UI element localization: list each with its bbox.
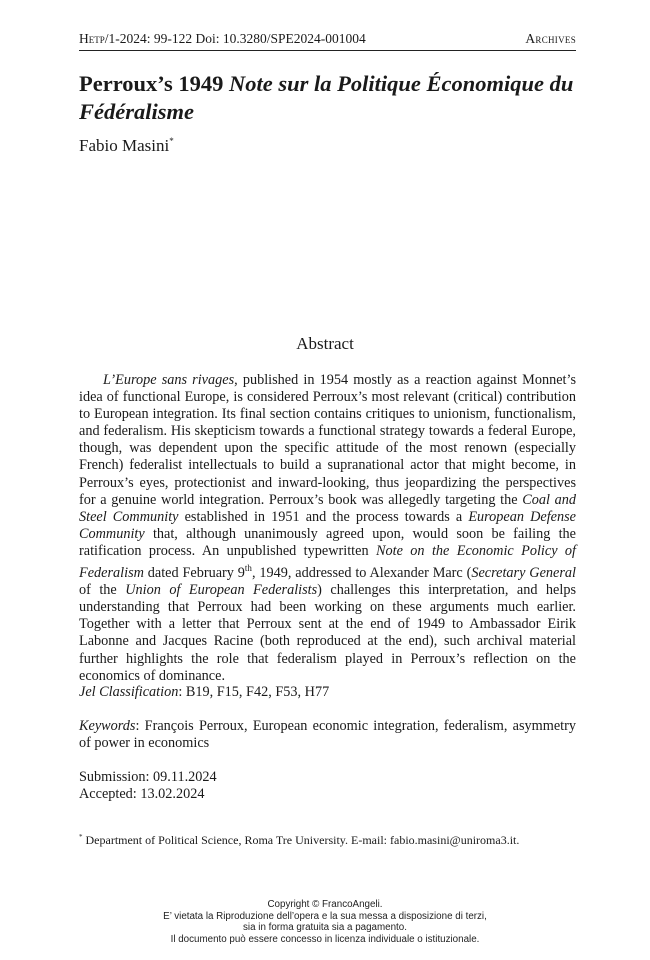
running-header (79, 30, 576, 51)
footnote-mark: * (79, 833, 83, 841)
copyright-line: Copyright © FrancoAngeli. (267, 899, 383, 910)
abstract-text-run: , 1949, addressed to Alexander Marc ( (251, 565, 472, 582)
copyright-line: E’ vietata la Riproduzione dell’opera e la sua messa a disposizione di terzi, (163, 910, 487, 922)
abstract-text-run: , published in 1954 mostly as a reaction against Monnet’s idea of functional Europe, is considered Perroux’s most relevant (critical) contribution to European integration. Its final section contains critiques to unionism, functionalism, and federalism. His skepticism towards a functional strategy towards a federal Europe, though, was dependent upon the specific attitude of the most renown (especially French) federalist intellectuals to build a supranational actor that might become, in Perroux’s eyes, protectionist and inward-looking, thus jeopardizing the perspectives for a genuine world integration. Perroux’s book was allegedly targeting the (79, 372, 577, 508)
abstract-text-run: that, although unanimously agreed upon, would soon be failing the ratification process. An unpublished typewritten (79, 525, 576, 559)
abstract-italic-run: Union of European Federalists (125, 582, 318, 599)
header-citation-block (79, 30, 366, 48)
submission-date: Submission: 09.11.2024 (79, 769, 217, 785)
title-plain: Perroux’s 1949 (79, 71, 229, 96)
abstract-text-run: ) challenges this interpretation, and helps understanding that Perroux had been working on these arguments much earlier. Together with a letter that Perroux sent at the end of 1949 to Ambassador Eirik Labonne and Jacques Racine (both reproduced at the end), such archival material further highlights the role that federalism played in Perroux’s reflection on the economics of dominance. (79, 582, 577, 684)
abstract-italic-run: Secretary General (471, 565, 576, 582)
abstract-italic-run: Note on the Economic Policy of Federalism (79, 542, 576, 582)
abstract-italic-run: European Defense Community (79, 508, 576, 542)
keywords-label: Keywords (79, 718, 136, 734)
abstract-text-run: dated February 9 (143, 565, 245, 582)
keywords-list: : François Perroux, European economic integration, federalism, asymmetry of power in economics (79, 718, 576, 752)
abstract-italic-run: Coal and Steel Community (79, 491, 576, 525)
abstract-body (79, 372, 576, 685)
footnote-text: Department of Political Science, Roma Tre University. E-mail: fabio.masini@uniroma3.it. (82, 833, 520, 847)
title-italic: Note sur la Politique Économique du Fédéralisme (79, 71, 574, 124)
abstract-superscript: th (244, 563, 252, 574)
author (79, 131, 174, 156)
citation: /1-2024: 99-122 Doi: 10.3280/SPE2024-001004 (104, 31, 366, 46)
jel-classification (79, 684, 576, 701)
submission-dates (79, 769, 576, 803)
accepted-date: Accepted: 13.02.2024 (79, 786, 205, 803)
copyright-notice (0, 899, 650, 945)
abstract-text-run: of the (79, 582, 126, 599)
keywords (79, 718, 576, 752)
abstract-italic-run: L’Europe sans rivages (103, 372, 235, 388)
author-affiliation-footnote (79, 830, 519, 848)
author-name: Fabio Masini (79, 136, 170, 155)
author-footnote-mark: * (169, 136, 174, 146)
article-title (79, 70, 579, 126)
copyright-line: Il documento può essere concesso in licenza individuale o istituzionale. (170, 933, 480, 945)
journal-name: Hetp (79, 31, 105, 46)
jel-label: Jel Classification (79, 684, 179, 700)
jel-codes: : B19, F15, F42, F53, H77 (178, 684, 330, 700)
abstract-text-run: established in 1951 and the process towards a (178, 508, 469, 525)
copyright-line: sia in forma gratuita sia a pagamento. (243, 922, 407, 933)
abstract-heading: Abstract (296, 334, 354, 353)
section-label: Archives (525, 31, 576, 46)
